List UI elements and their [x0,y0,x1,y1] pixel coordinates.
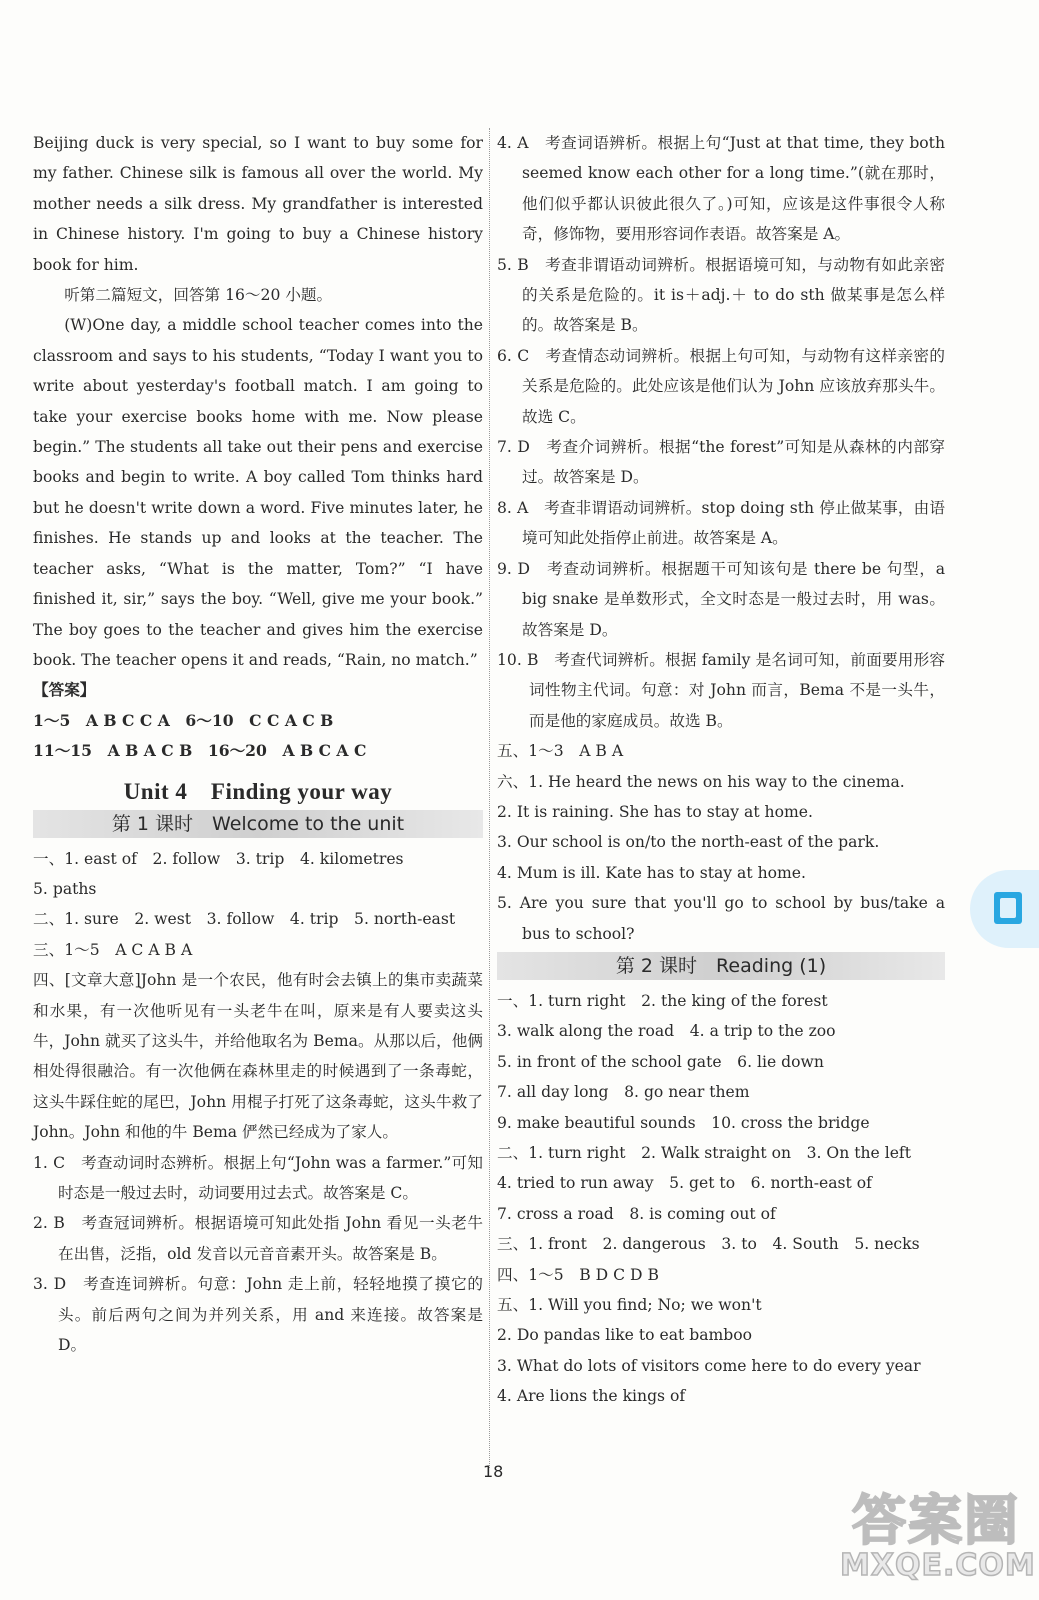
page-number: 18 [483,1462,504,1481]
right2-paragraph-7: 7. cross a road 8. is coming out of [497,1204,776,1223]
right2-paragraph-13: 4. Are lions the kings of [497,1387,686,1406]
left-paragraph-4: 1～5 A B C C A 6～10 C C A C B [33,710,334,730]
right-paragraph-12: 5. Are you sure that you'll go to school by bus/take a bus to school? [497,894,945,943]
left2-paragraph-6: 2. B 考查冠词辨析。根据语境可知此处指 John 看见一头老牛在出售，泛指，old 发音以元音音素开头。故答案是 B。 [33,1214,483,1263]
column-divider [489,128,490,1468]
right-paragraph-9: 2. It is raining. She has to stay at home. [497,802,813,821]
cube-icon [994,892,1022,924]
left2-paragraph-0: 一、1. east of 2. follow 3. trip 4. kilometres [33,849,404,868]
right-paragraph-11: 4. Mum is ill. Kate has to stay at home. [497,863,806,882]
right-block-1 [497,128,945,949]
side-tab [970,870,1039,948]
right-paragraph-4: 8. A 考查非谓语动词辨析。stop doing sth 停止做某事，由语境可知此处指停止前进。故答案是 A。 [497,498,945,548]
left-column [33,128,483,1360]
watermark-url: MXQE.COM [840,1548,1036,1583]
watermark-logo [840,1478,1035,1596]
left-paragraph-5: 11～15 A B A C B 16～20 A B C A C [33,741,367,761]
left2-paragraph-2: 二、1. sure 2. west 3. follow 4. trip 5. north-east [33,910,456,929]
right2-paragraph-3: 7. all day long 8. go near them [497,1083,750,1102]
left2-paragraph-7: 3. D 考查连词辨析。句意：John 走上前，轻轻地摸了摸它的头。前后两句之间为并列关系，用 and 来连接。故答案是 D。 [33,1275,483,1355]
right2-paragraph-2: 5. in front of the school gate 6. lie down [497,1052,824,1071]
right2-paragraph-9: 四、1～5 B D C D B [497,1265,659,1284]
right-block-2 [497,986,945,1412]
right2-paragraph-11: 2. Do pandas like to eat bamboo [497,1326,753,1345]
right-paragraph-7: 五、1～3 A B A [497,742,624,761]
left-paragraph-3: 【答案】 [33,680,96,700]
right2-paragraph-12: 3. What do lots of visitors come here to do every year [497,1356,921,1375]
lesson-2-title: 第 2 课时 Reading (1) [497,952,945,980]
right-paragraph-2: 6. C 考查情态动词辨析。根据上句可知，与动物有这样亲密的关系是危险的。此处应该是他们认为 John 应该放弃那头牛。故选 C。 [497,346,945,426]
right-column [497,128,945,1412]
right2-paragraph-8: 三、1. front 2. dangerous 3. to 4. South 5. necks [497,1235,920,1254]
unit-title: Unit 4 Finding your way [123,778,393,804]
left-block-1 [33,128,483,767]
left2-paragraph-1: 5. paths [33,879,97,898]
left2-paragraph-4: 四、[文章大意]John 是一个农民，他有时会去镇上的集市卖蔬菜和水果，有一次他听见有一头老牛在叫，原来是有人要卖这头牛，John 就买了这头牛，并给他取名为 Bema。从那以后，他俩相处得很融洽。有一次他俩在森林里走的时候遇到了一条毒蛇，这头牛踩住蛇的尾巴，John 用棍子打死了这条毒蛇，这头牛救了 John。John 和他的牛 Bema 俨然已经成为了家人。 [33,971,483,1142]
left-paragraph-2: (W)One day, a middle school teacher comes into the classroom and says to his students, “Today I want you to write about yesterday's football match. I am going to take your exercise books home with me. Now please begin.” The students all take out their pens and exercise books and begin to write. A boy called Tom thinks hard but he doesn't write down a word. Five minutes later, he finishes. He stands up and looks at the teacher. The teacher asks, “What is the matter, Tom?” “I have finished it, sir,” says the boy. “Well, give me your book.” The boy goes to the teacher and gives him the exercise book. The teacher opens it and reads, “Rain, no match.” [33,316,483,669]
right-paragraph-1: 5. B 考查非谓语动词辨析。根据语境可知，与动物有如此亲密的关系是危险的。it is＋adj.＋ to do sth 做某事是怎么样的。故答案是 B。 [497,255,945,335]
right-paragraph-3: 7. D 考查介词辨析。根据“the forest”可知是从森林的内部穿过。故答案是 D。 [497,438,945,487]
left2-paragraph-5: 1. C 考查动词时态辨析。根据上句“John was a farmer.”可知时态是一般过去时，动词要用过去式。故答案是 C。 [33,1153,483,1202]
left-block-2 [33,844,483,1361]
right2-paragraph-1: 3. walk along the road 4. a trip to the zoo [497,1022,836,1041]
right-paragraph-5: 9. D 考查动词辨析。根据题干可知该句是 there be 句型，a big snake 是单数形式，全文时态是一般过去时，用 was。故答案是 D。 [497,559,945,639]
left2-paragraph-3: 三、1～5 A C A B A [33,940,193,959]
right2-paragraph-6: 4. tried to run away 5. get to 6. north-east of [497,1174,872,1193]
right-paragraph-8: 六、1. He heard the news on his way to the cinema. [497,772,905,791]
right-paragraph-10: 3. Our school is on/to the north-east of the park. [497,833,880,852]
watermark-text: 答案圈 [852,1489,1020,1552]
right2-paragraph-10: 五、1. Will you find; No; we won't [497,1296,762,1315]
right2-paragraph-4: 9. make beautiful sounds 10. cross the bridge [497,1113,870,1132]
lesson-1-title: 第 1 课时 Welcome to the unit [33,810,483,838]
right-paragraph-6: 10. B 考查代词辨析。根据 family 是名词可知，前面要用形容词性物主代词。句意：对 John 而言，Bema 不是一头牛，而是他的家庭成员。故选 B。 [497,650,945,730]
right2-paragraph-0: 一、1. turn right 2. the king of the forest [497,991,828,1010]
left-paragraph-1: 听第二篇短文，回答第 16～20 小题。 [64,286,333,305]
right2-paragraph-5: 二、1. turn right 2. Walk straight on 3. On the left [497,1144,911,1162]
right-paragraph-0: 4. A 考查词语辨析。根据上句“Just at that time, they both seemed know each other for a long time.”(就在那时，他们似乎都认识彼此很久了。)可知，应该是这件事很令人称奇，修饰物，要用形容词作表语。故答案是 A。 [497,134,945,244]
left-paragraph-0: Beijing duck is very special, so I want to buy some for my father. Chinese silk is famous all over the world. My mother needs a silk dress. My grandfather is interested in Chinese history. I'm going to buy a Chinese history book for him. [33,134,483,274]
